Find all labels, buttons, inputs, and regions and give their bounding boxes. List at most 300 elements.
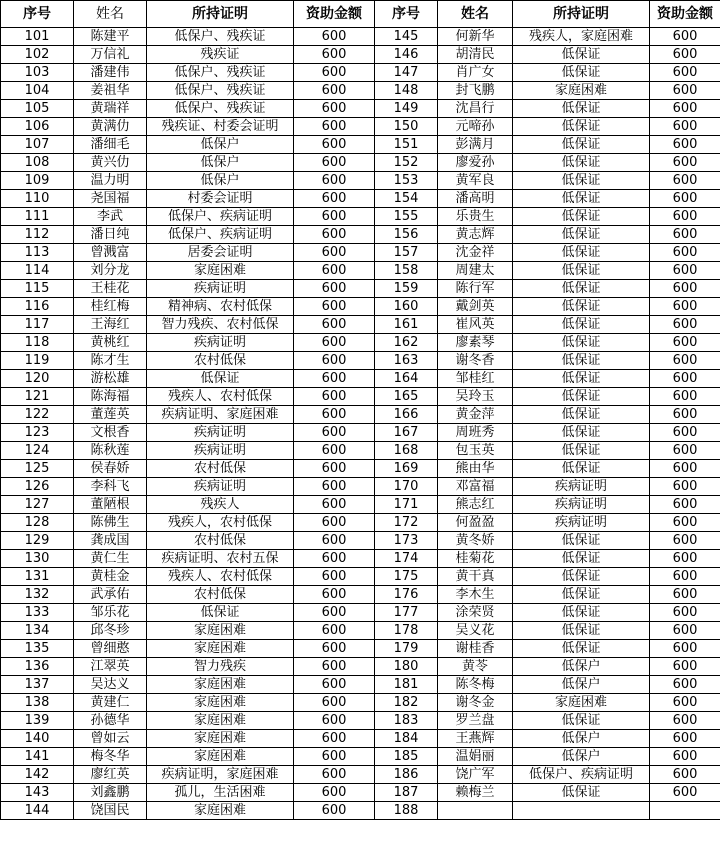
name-cell: 何新华 bbox=[438, 28, 513, 46]
table-row bbox=[1, 514, 720, 532]
name-cell: 周建太 bbox=[438, 262, 513, 280]
seq-cell: 175 bbox=[375, 568, 438, 586]
seq-cell: 118 bbox=[1, 334, 74, 352]
table-row bbox=[1, 334, 720, 352]
cert-cell: 低保证 bbox=[513, 118, 650, 136]
amount-cell: 600 bbox=[294, 784, 375, 802]
seq-cell: 123 bbox=[1, 424, 74, 442]
seq-cell: 139 bbox=[1, 712, 74, 730]
seq-cell: 174 bbox=[375, 550, 438, 568]
cert-cell: 残疾人，家庭困难 bbox=[513, 28, 650, 46]
col-header-cert: 所持证明 bbox=[147, 1, 294, 28]
cert-cell: 家庭困难 bbox=[147, 676, 294, 694]
amount-cell: 600 bbox=[294, 28, 375, 46]
name-cell: 尧国福 bbox=[74, 190, 147, 208]
table-row bbox=[1, 64, 720, 82]
amount-cell: 600 bbox=[294, 244, 375, 262]
amount-cell: 600 bbox=[650, 64, 720, 82]
name-cell: 李科飞 bbox=[74, 478, 147, 496]
table-row bbox=[1, 262, 720, 280]
seq-cell: 143 bbox=[1, 784, 74, 802]
cert-cell: 疾病证明 bbox=[147, 424, 294, 442]
cert-cell: 残疾人，农村低保 bbox=[147, 514, 294, 532]
cert-cell: 低保户 bbox=[513, 730, 650, 748]
table-row bbox=[1, 406, 720, 424]
table-row bbox=[1, 424, 720, 442]
table-row bbox=[1, 460, 720, 478]
cert-cell: 低保证 bbox=[513, 262, 650, 280]
amount-cell: 600 bbox=[650, 136, 720, 154]
name-cell: 潘细毛 bbox=[74, 136, 147, 154]
cert-cell bbox=[513, 802, 650, 820]
table-row bbox=[1, 676, 720, 694]
cert-cell: 残疾人、农村低保 bbox=[147, 568, 294, 586]
amount-cell: 600 bbox=[294, 82, 375, 100]
seq-cell: 157 bbox=[375, 244, 438, 262]
cert-cell: 低保证 bbox=[513, 172, 650, 190]
cert-cell: 残疾证 bbox=[147, 46, 294, 64]
name-cell: 谢桂香 bbox=[438, 640, 513, 658]
cert-cell: 低保户 bbox=[147, 154, 294, 172]
col-header-amount-2: 资助金额 bbox=[650, 1, 720, 28]
name-cell: 王桂花 bbox=[74, 280, 147, 298]
name-cell: 戴剑英 bbox=[438, 298, 513, 316]
name-cell: 刘分龙 bbox=[74, 262, 147, 280]
amount-cell: 600 bbox=[650, 100, 720, 118]
amount-cell: 600 bbox=[650, 640, 720, 658]
seq-cell: 125 bbox=[1, 460, 74, 478]
seq-cell: 114 bbox=[1, 262, 74, 280]
amount-cell: 600 bbox=[650, 226, 720, 244]
name-cell: 崔风英 bbox=[438, 316, 513, 334]
cert-cell: 低保户 bbox=[513, 658, 650, 676]
amount-cell: 600 bbox=[294, 658, 375, 676]
table-row bbox=[1, 766, 720, 784]
table-row bbox=[1, 586, 720, 604]
seq-cell: 187 bbox=[375, 784, 438, 802]
name-cell: 陈才生 bbox=[74, 352, 147, 370]
cert-cell: 家庭困难 bbox=[513, 694, 650, 712]
amount-cell bbox=[650, 802, 720, 820]
amount-cell: 600 bbox=[294, 478, 375, 496]
seq-cell: 112 bbox=[1, 226, 74, 244]
name-cell: 温娟丽 bbox=[438, 748, 513, 766]
name-cell: 赖梅兰 bbox=[438, 784, 513, 802]
cert-cell: 低保证 bbox=[513, 388, 650, 406]
cert-cell: 低保证 bbox=[513, 640, 650, 658]
amount-cell: 600 bbox=[650, 748, 720, 766]
name-cell: 李木生 bbox=[438, 586, 513, 604]
amount-cell: 600 bbox=[650, 496, 720, 514]
table-row bbox=[1, 802, 720, 820]
name-cell: 桂菊花 bbox=[438, 550, 513, 568]
seq-cell: 185 bbox=[375, 748, 438, 766]
amount-cell: 600 bbox=[294, 406, 375, 424]
amount-cell: 600 bbox=[294, 712, 375, 730]
name-cell: 谢冬香 bbox=[438, 352, 513, 370]
seq-cell: 153 bbox=[375, 172, 438, 190]
seq-cell: 176 bbox=[375, 586, 438, 604]
seq-cell: 107 bbox=[1, 136, 74, 154]
seq-cell: 103 bbox=[1, 64, 74, 82]
name-cell: 潘高明 bbox=[438, 190, 513, 208]
cert-cell: 疾病证明，家庭困难 bbox=[147, 766, 294, 784]
seq-cell: 133 bbox=[1, 604, 74, 622]
amount-cell: 600 bbox=[650, 550, 720, 568]
cert-cell: 家庭困难 bbox=[147, 712, 294, 730]
cert-cell: 居委会证明 bbox=[147, 244, 294, 262]
seq-cell: 146 bbox=[375, 46, 438, 64]
name-cell: 饶国民 bbox=[74, 802, 147, 820]
seq-cell: 148 bbox=[375, 82, 438, 100]
name-cell: 黄桃红 bbox=[74, 334, 147, 352]
amount-cell: 600 bbox=[650, 154, 720, 172]
table-row bbox=[1, 532, 720, 550]
name-cell: 王燕辉 bbox=[438, 730, 513, 748]
table-row bbox=[1, 640, 720, 658]
amount-cell: 600 bbox=[294, 280, 375, 298]
cert-cell: 疾病证明、家庭困难 bbox=[147, 406, 294, 424]
name-cell: 黄满仂 bbox=[74, 118, 147, 136]
name-cell: 饶广军 bbox=[438, 766, 513, 784]
name-cell: 黄军良 bbox=[438, 172, 513, 190]
seq-cell: 108 bbox=[1, 154, 74, 172]
seq-cell: 140 bbox=[1, 730, 74, 748]
amount-cell: 600 bbox=[294, 586, 375, 604]
seq-cell: 109 bbox=[1, 172, 74, 190]
amount-cell: 600 bbox=[650, 784, 720, 802]
name-cell: 万信礼 bbox=[74, 46, 147, 64]
table-row bbox=[1, 442, 720, 460]
table-row bbox=[1, 784, 720, 802]
col-header-name-2: 姓名 bbox=[438, 1, 513, 28]
name-cell: 刘鑫鹏 bbox=[74, 784, 147, 802]
seq-cell: 115 bbox=[1, 280, 74, 298]
cert-cell: 疾病证明 bbox=[513, 478, 650, 496]
cert-cell: 残疾人 bbox=[147, 496, 294, 514]
name-cell: 梅冬华 bbox=[74, 748, 147, 766]
seq-cell: 150 bbox=[375, 118, 438, 136]
cert-cell: 家庭困难 bbox=[147, 802, 294, 820]
cert-cell: 疾病证明 bbox=[147, 280, 294, 298]
cert-cell: 低保户、疾病证明 bbox=[513, 766, 650, 784]
amount-cell: 600 bbox=[650, 766, 720, 784]
cert-cell: 低保户、疾病证明 bbox=[147, 226, 294, 244]
amount-cell: 600 bbox=[294, 190, 375, 208]
seq-cell: 135 bbox=[1, 640, 74, 658]
cert-cell: 低保证 bbox=[513, 298, 650, 316]
name-cell: 彭满月 bbox=[438, 136, 513, 154]
cert-cell: 低保户 bbox=[147, 136, 294, 154]
name-cell: 陈行军 bbox=[438, 280, 513, 298]
amount-cell: 600 bbox=[650, 658, 720, 676]
seq-cell: 171 bbox=[375, 496, 438, 514]
amount-cell: 600 bbox=[650, 694, 720, 712]
amount-cell: 600 bbox=[650, 388, 720, 406]
amount-cell: 600 bbox=[294, 604, 375, 622]
amount-cell: 600 bbox=[650, 676, 720, 694]
seq-cell: 105 bbox=[1, 100, 74, 118]
name-cell: 孙德华 bbox=[74, 712, 147, 730]
name-cell: 姜祖华 bbox=[74, 82, 147, 100]
name-cell: 黄冬娇 bbox=[438, 532, 513, 550]
amount-cell: 600 bbox=[294, 442, 375, 460]
seq-cell: 160 bbox=[375, 298, 438, 316]
amount-cell: 600 bbox=[294, 748, 375, 766]
table-row bbox=[1, 568, 720, 586]
amount-cell: 600 bbox=[294, 136, 375, 154]
table-row bbox=[1, 244, 720, 262]
amount-cell: 600 bbox=[294, 550, 375, 568]
cert-cell: 疾病证明 bbox=[147, 442, 294, 460]
cert-cell: 农村低保 bbox=[147, 586, 294, 604]
seq-cell: 183 bbox=[375, 712, 438, 730]
seq-cell: 110 bbox=[1, 190, 74, 208]
name-cell bbox=[438, 802, 513, 820]
name-cell: 曾细憨 bbox=[74, 640, 147, 658]
table-row bbox=[1, 190, 720, 208]
col-header-name: 姓名 bbox=[74, 1, 147, 28]
name-cell: 熊志红 bbox=[438, 496, 513, 514]
seq-cell: 156 bbox=[375, 226, 438, 244]
seq-cell: 166 bbox=[375, 406, 438, 424]
name-cell: 元啼孙 bbox=[438, 118, 513, 136]
name-cell: 武承佑 bbox=[74, 586, 147, 604]
seq-cell: 111 bbox=[1, 208, 74, 226]
amount-cell: 600 bbox=[650, 478, 720, 496]
amount-cell: 600 bbox=[294, 676, 375, 694]
name-cell: 涂荣贤 bbox=[438, 604, 513, 622]
name-cell: 黄瑞祥 bbox=[74, 100, 147, 118]
cert-cell: 低保证 bbox=[513, 442, 650, 460]
table-row bbox=[1, 478, 720, 496]
cert-cell: 疾病证明 bbox=[513, 514, 650, 532]
seq-cell: 113 bbox=[1, 244, 74, 262]
name-cell: 黄桂金 bbox=[74, 568, 147, 586]
seq-cell: 138 bbox=[1, 694, 74, 712]
name-cell: 曾如云 bbox=[74, 730, 147, 748]
table-row bbox=[1, 118, 720, 136]
name-cell: 吴玲玉 bbox=[438, 388, 513, 406]
table-row bbox=[1, 46, 720, 64]
amount-cell: 600 bbox=[650, 352, 720, 370]
amount-cell: 600 bbox=[650, 280, 720, 298]
name-cell: 熊由华 bbox=[438, 460, 513, 478]
name-cell: 董陋根 bbox=[74, 496, 147, 514]
name-cell: 文根香 bbox=[74, 424, 147, 442]
seq-cell: 162 bbox=[375, 334, 438, 352]
seq-cell: 126 bbox=[1, 478, 74, 496]
name-cell: 邱冬珍 bbox=[74, 622, 147, 640]
table-row bbox=[1, 208, 720, 226]
seq-cell: 149 bbox=[375, 100, 438, 118]
cert-cell: 低保证 bbox=[513, 424, 650, 442]
seq-cell: 152 bbox=[375, 154, 438, 172]
amount-cell: 600 bbox=[650, 622, 720, 640]
seq-cell: 173 bbox=[375, 532, 438, 550]
amount-cell: 600 bbox=[294, 334, 375, 352]
table-row bbox=[1, 100, 720, 118]
seq-cell: 116 bbox=[1, 298, 74, 316]
seq-cell: 131 bbox=[1, 568, 74, 586]
seq-cell: 186 bbox=[375, 766, 438, 784]
name-cell: 沈昌行 bbox=[438, 100, 513, 118]
table-row bbox=[1, 298, 720, 316]
amount-cell: 600 bbox=[294, 208, 375, 226]
amount-cell: 600 bbox=[650, 172, 720, 190]
cert-cell: 低保证 bbox=[513, 568, 650, 586]
seq-cell: 169 bbox=[375, 460, 438, 478]
table-row bbox=[1, 622, 720, 640]
cert-cell: 低保证 bbox=[513, 280, 650, 298]
cert-cell: 低保证 bbox=[147, 604, 294, 622]
table-row bbox=[1, 316, 720, 334]
name-cell: 陈冬梅 bbox=[438, 676, 513, 694]
amount-cell: 600 bbox=[650, 244, 720, 262]
name-cell: 李武 bbox=[74, 208, 147, 226]
amount-cell: 600 bbox=[294, 172, 375, 190]
name-cell: 陈佛生 bbox=[74, 514, 147, 532]
amount-cell: 600 bbox=[650, 514, 720, 532]
cert-cell: 低保证 bbox=[513, 406, 650, 424]
table-row bbox=[1, 28, 720, 46]
seq-cell: 119 bbox=[1, 352, 74, 370]
table-row bbox=[1, 730, 720, 748]
table-row bbox=[1, 136, 720, 154]
seq-cell: 132 bbox=[1, 586, 74, 604]
name-cell: 邹乐花 bbox=[74, 604, 147, 622]
name-cell: 邹桂红 bbox=[438, 370, 513, 388]
name-cell: 游松雄 bbox=[74, 370, 147, 388]
amount-cell: 600 bbox=[650, 442, 720, 460]
amount-cell: 600 bbox=[294, 226, 375, 244]
cert-cell: 低保证 bbox=[513, 316, 650, 334]
amount-cell: 600 bbox=[294, 640, 375, 658]
amount-cell: 600 bbox=[650, 712, 720, 730]
amount-cell: 600 bbox=[650, 190, 720, 208]
seq-cell: 120 bbox=[1, 370, 74, 388]
seq-cell: 180 bbox=[375, 658, 438, 676]
amount-cell: 600 bbox=[650, 532, 720, 550]
name-cell: 包玉英 bbox=[438, 442, 513, 460]
name-cell: 黄金萍 bbox=[438, 406, 513, 424]
seq-cell: 128 bbox=[1, 514, 74, 532]
seq-cell: 122 bbox=[1, 406, 74, 424]
cert-cell: 疾病证明 bbox=[147, 478, 294, 496]
cert-cell: 低保证 bbox=[513, 784, 650, 802]
seq-cell: 144 bbox=[1, 802, 74, 820]
amount-cell: 600 bbox=[650, 406, 720, 424]
cert-cell: 低保证 bbox=[513, 532, 650, 550]
seq-cell: 147 bbox=[375, 64, 438, 82]
table-row bbox=[1, 280, 720, 298]
amount-cell: 600 bbox=[294, 460, 375, 478]
cert-cell: 精神病、农村低保 bbox=[147, 298, 294, 316]
seq-cell: 155 bbox=[375, 208, 438, 226]
cert-cell: 疾病证明、农村五保 bbox=[147, 550, 294, 568]
name-cell: 黄苓 bbox=[438, 658, 513, 676]
table-row bbox=[1, 370, 720, 388]
name-cell: 温力明 bbox=[74, 172, 147, 190]
table-body bbox=[1, 28, 720, 820]
name-cell: 廖红英 bbox=[74, 766, 147, 784]
name-cell: 廖素琴 bbox=[438, 334, 513, 352]
amount-cell: 600 bbox=[294, 316, 375, 334]
name-cell: 陈海福 bbox=[74, 388, 147, 406]
name-cell: 黄建仁 bbox=[74, 694, 147, 712]
name-cell: 王海红 bbox=[74, 316, 147, 334]
table-row bbox=[1, 694, 720, 712]
seq-cell: 168 bbox=[375, 442, 438, 460]
amount-cell: 600 bbox=[294, 388, 375, 406]
cert-cell: 低保证 bbox=[513, 334, 650, 352]
amount-cell: 600 bbox=[294, 802, 375, 820]
amount-cell: 600 bbox=[294, 514, 375, 532]
cert-cell: 疾病证明 bbox=[147, 334, 294, 352]
seq-cell: 170 bbox=[375, 478, 438, 496]
seq-cell: 104 bbox=[1, 82, 74, 100]
cert-cell: 残疾证、村委会证明 bbox=[147, 118, 294, 136]
seq-cell: 178 bbox=[375, 622, 438, 640]
cert-cell: 低保证 bbox=[513, 712, 650, 730]
seq-cell: 182 bbox=[375, 694, 438, 712]
seq-cell: 159 bbox=[375, 280, 438, 298]
amount-cell: 600 bbox=[650, 424, 720, 442]
seq-cell: 117 bbox=[1, 316, 74, 334]
amount-cell: 600 bbox=[650, 28, 720, 46]
name-cell: 陈秋莲 bbox=[74, 442, 147, 460]
amount-cell: 600 bbox=[650, 82, 720, 100]
name-cell: 桂红梅 bbox=[74, 298, 147, 316]
table-row bbox=[1, 712, 720, 730]
amount-cell: 600 bbox=[650, 568, 720, 586]
table-row bbox=[1, 748, 720, 766]
cert-cell: 低保户 bbox=[147, 172, 294, 190]
cert-cell: 低保证 bbox=[513, 154, 650, 172]
amount-cell: 600 bbox=[650, 334, 720, 352]
amount-cell: 600 bbox=[294, 298, 375, 316]
cert-cell: 农村低保 bbox=[147, 532, 294, 550]
amount-cell: 600 bbox=[294, 370, 375, 388]
col-header-cert-2: 所持证明 bbox=[513, 1, 650, 28]
amount-cell: 600 bbox=[650, 730, 720, 748]
seq-cell: 172 bbox=[375, 514, 438, 532]
seq-cell: 167 bbox=[375, 424, 438, 442]
seq-cell: 188 bbox=[375, 802, 438, 820]
name-cell: 廖爱孙 bbox=[438, 154, 513, 172]
table-row bbox=[1, 154, 720, 172]
cert-cell: 智力残疾 bbox=[147, 658, 294, 676]
table-row bbox=[1, 82, 720, 100]
col-header-amount: 资助金额 bbox=[294, 1, 375, 28]
cert-cell: 低保证 bbox=[513, 64, 650, 82]
cert-cell: 智力残疾、农村低保 bbox=[147, 316, 294, 334]
amount-cell: 600 bbox=[650, 118, 720, 136]
cert-cell: 低保证 bbox=[513, 46, 650, 64]
amount-cell: 600 bbox=[650, 370, 720, 388]
cert-cell: 家庭困难 bbox=[147, 748, 294, 766]
seq-cell: 137 bbox=[1, 676, 74, 694]
seq-cell: 106 bbox=[1, 118, 74, 136]
seq-cell: 129 bbox=[1, 532, 74, 550]
cert-cell: 家庭困难 bbox=[147, 694, 294, 712]
amount-cell: 600 bbox=[294, 262, 375, 280]
name-cell: 侯春娇 bbox=[74, 460, 147, 478]
header-row bbox=[1, 1, 720, 28]
seq-cell: 130 bbox=[1, 550, 74, 568]
cert-cell: 低保证 bbox=[513, 226, 650, 244]
name-cell: 潘日纯 bbox=[74, 226, 147, 244]
